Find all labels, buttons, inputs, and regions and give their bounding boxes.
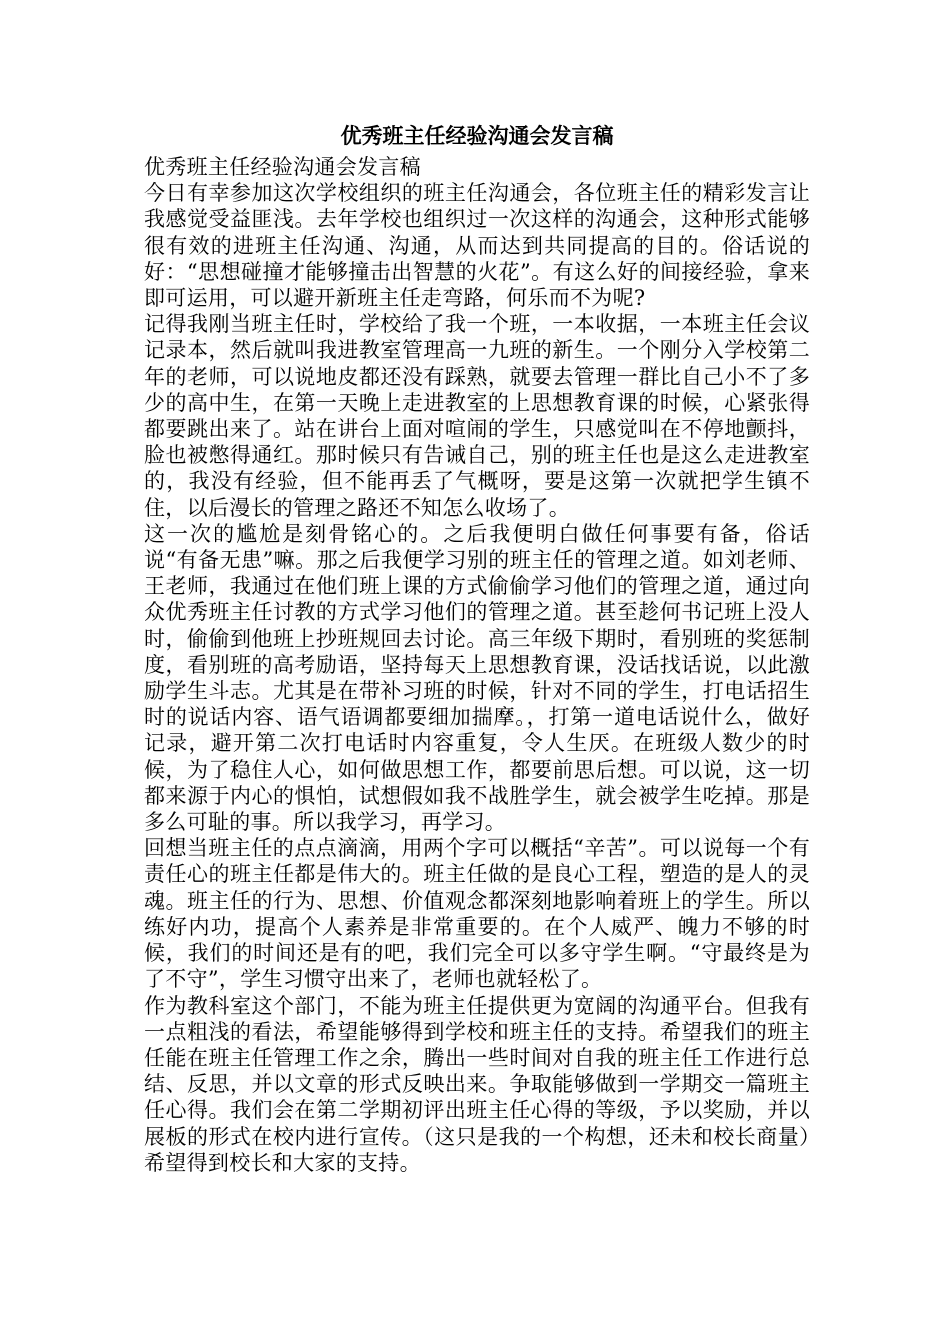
- body-paragraph-4: 回想当班主任的点点滴滴，用两个字可以概括“辛苦”。可以说每一个有责任心的班主任都是伟大的。班主任做的是良心工程，塑造的是人的灵魂。班主任的行为、思想、价值观念都深刻地影响着班上的学生。所以练好内功，提高个人素养是非常重要的。在个人威严、魄力不够的时候，我们的时间还是有的吧，我们完全可以多守学生啊。“守最终是为了不守”，学生习惯守出来了，老师也就轻松了。: [144, 836, 810, 992]
- body-paragraph-5: 作为教科室这个部门，不能为班主任提供更为宽阔的沟通平台。但我有一点粗浅的看法，希望能够得到学校和班主任的支持。希望我们的班主任能在班主任管理工作之余，腾出一些时间对自我的班主任工作进行总结、反思，并以文章的形式反映出来。争取能够做到一学期交一篇班主任心得。我们会在第二学期初评出班主任心得的等级，予以奖励，并以展板的形式在校内进行宣传。（这只是我的一个构想，还未和校长商量）希望得到校长和大家的支持。: [144, 993, 810, 1175]
- document-title: 优秀班主任经验沟通会发言稿: [340, 123, 614, 148]
- body-paragraph-3: 这一次的尴尬是刻骨铭心的。之后我便明白做任何事要有备，俗话说“有备无患”嘛。那之后我便学习别的班主任的管理之道。如刘老师、王老师，我通过在他们班上课的方式偷偷学习他们的管理之道，通过向众优秀班主任讨教的方式学习他们的管理之道。甚至趁何书记班上没人时，偷偷到他班上抄班规回去讨论。高三年级下期时，看别班的奖惩制度，看别班的高考励语，坚持每天上思想教育课，没话找话说，以此激励学生斗志。尤其是在带补习班的时候，针对不同的学生，打电话招生时的说话内容、语气语调都要细加揣摩。，打第一道电话说什么，做好记录，避开第二次打电话时内容重复，令人生厌。在班级人数少的时候，为了稳住人心，如何做思想工作，都要前思后想。可以说，这一切都来源于内心的惧怕，试想假如我不战胜学生，就会被学生吃掉。那是多么可耻的事。所以我学习，再学习。: [144, 521, 810, 835]
- document-page: [144, 118, 810, 1176]
- body-paragraph-2: 记得我刚当班主任时，学校给了我一个班，一本收据，一本班主任会议记录本，然后就叫我进教室管理高一九班的新生。一个刚分入学校第二年的老师，可以说地皮都还没有踩熟，就要去管理一群比自己小不了多少的高中生，在第一天晚上走进教室的上思想教育课的时候，心紧张得都要跳出来了。站在讲台上面对喧闹的学生，只感觉叫在不停地颤抖，脸也被憋得通红。那时候只有告诫自己，别的班主任也是这么走进教室的，我没有经验，但不能再丢了气概呀，要是这第一次就把学生镇不住，以后漫长的管理之路还不知怎么收场了。: [144, 312, 810, 520]
- subtitle-paragraph: 优秀班主任经验沟通会发言稿: [144, 155, 421, 179]
- body-paragraph-1: 今日有幸参加这次学校组织的班主任沟通会，各位班主任的精彩发言让我感觉受益匪浅。去年学校也组织过一次这样的沟通会，这种形式能够很有效的进班主任沟通、沟通，从而达到共同提高的目的。俗话说的好：“思想碰撞才能够撞击出智慧的火花”。有这么好的间接经验，拿来即可运用，可以避开新班主任走弯路，何乐而不为呢?: [144, 181, 810, 311]
